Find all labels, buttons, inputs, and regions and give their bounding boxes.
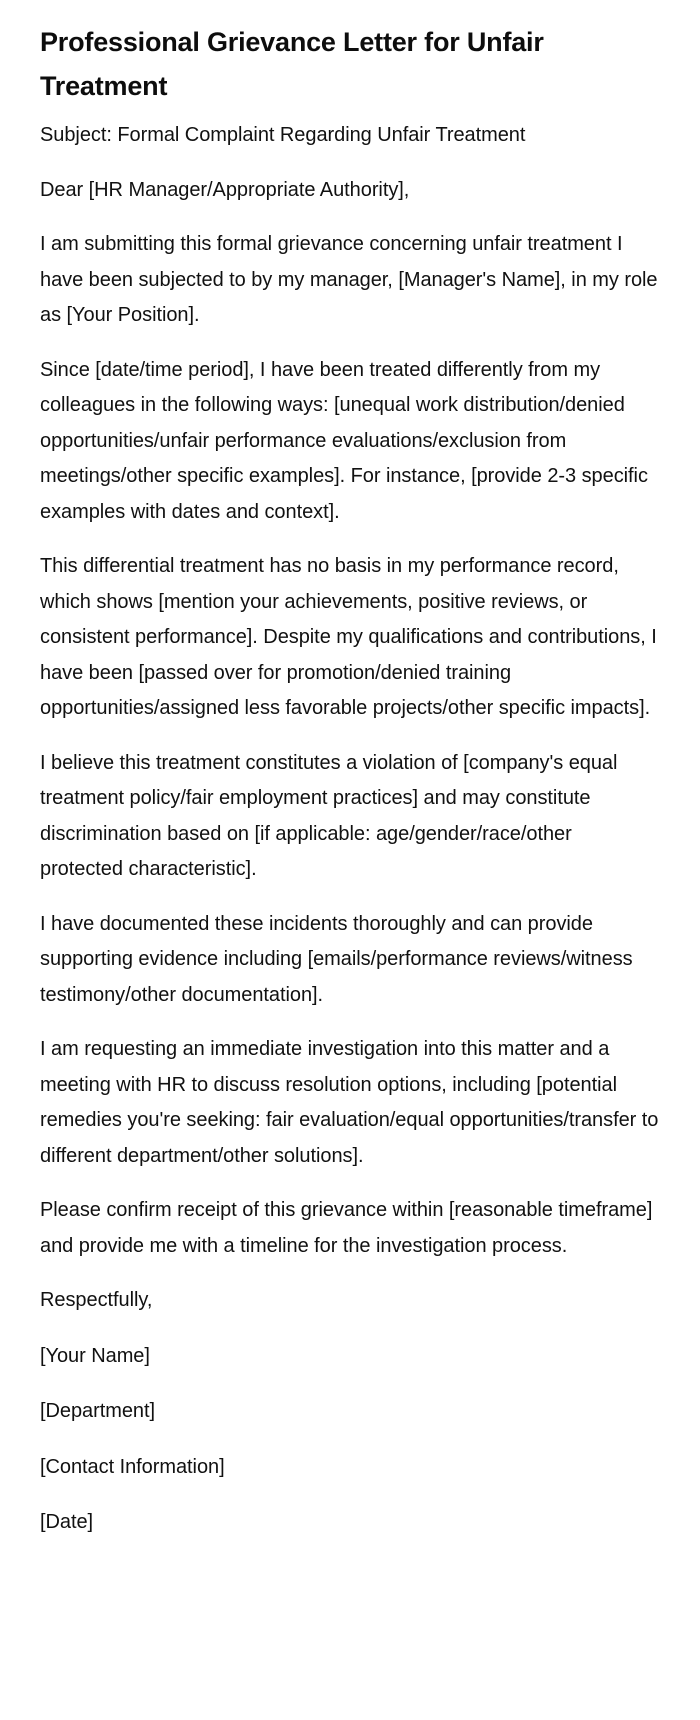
letter-subject: Subject: Formal Complaint Regarding Unfair Treatment	[40, 124, 526, 146]
letter-paragraph: I have documented these incidents thoroughly and can provide supporting evidence including [emails/performance reviews/witness testimony/other documentation].	[40, 912, 633, 1006]
letter-paragraph: Since [date/time period], I have been treated differently from my colleagues in the following ways: [unequal work distribution/denied opportunities/unfair performance evaluations/exclusion from meetings/other specific examples]. For instance, [provide 2-3 specific examples with dates and context].	[40, 358, 648, 523]
letter-paragraph: I am submitting this formal grievance concerning unfair treatment I have been subjected to by my manager, [Manager's Name], in my role as [Your Position].	[40, 233, 658, 326]
letter-title: Professional Grievance Letter for Unfair Treatment	[40, 27, 544, 101]
signature-date: [Date]	[40, 1511, 94, 1533]
letter-paragraph: Please confirm receipt of this grievance within [reasonable timeframe] and provide me with a timeline for the investigation process.	[40, 1199, 653, 1257]
signature-department: [Department]	[40, 1400, 156, 1422]
letter-closing: Respectfully,	[40, 1289, 153, 1311]
signature-contact: [Contact Information]	[40, 1455, 225, 1478]
letter-paragraph: I believe this treatment constitutes a violation of [company's equal treatment policy/fair employment practices] and may constitute discrimination based on [if applicable: age/gender/race/other protected characteristic].	[40, 751, 618, 880]
letter-paragraph: I am requesting an immediate investigation into this matter and a meeting with HR to discuss resolution options, including [potential remedies you're seeking: fair evaluation/equal opportunities/transfer to different department/other solutions].	[40, 1038, 659, 1167]
letter-paragraph: This differential treatment has no basis in my performance record, which shows [mention your achievements, positive reviews, or consistent performance]. Despite my qualifications and contributions, I have been [passed over for promotion/denied training opportunities/assigned less favorable projects/other specific impacts].	[40, 555, 657, 719]
signature-name: [Your Name]	[40, 1344, 150, 1367]
letter-salutation: Dear [HR Manager/Appropriate Authority],	[40, 178, 410, 201]
